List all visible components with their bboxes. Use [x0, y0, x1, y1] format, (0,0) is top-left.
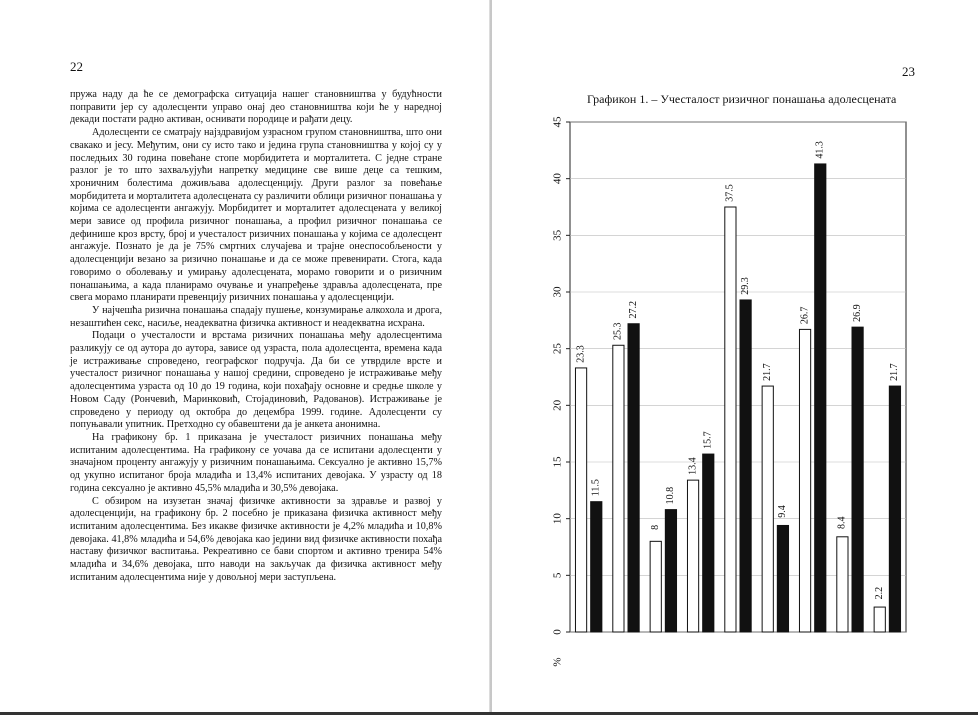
bar-young-men	[777, 525, 788, 632]
paragraph: На графикону бр. 1 приказана је учесталост ризичних понашања међу испитаним адолесцентима. На графикону се уочава да се испитани адолесценти у значајном проценту ангажују у ризичним понашањима. Сексуално је активно 15,7% од укупно испитаног броја младића и 13,4% испитаних девојака. У узрасту од 18 година сексуално је активно 45,5% младића и 30,5% девојака.	[70, 431, 442, 494]
bar-value-label: 8.4	[836, 516, 848, 530]
bar-young-women	[650, 541, 661, 632]
y-tick-label: 30	[551, 286, 564, 298]
bar-value-label: 25.3	[612, 322, 624, 341]
bar-value-label: 29.3	[739, 277, 751, 295]
y-tick-label: 40	[551, 173, 564, 185]
bar-young-men	[889, 386, 900, 632]
bar-value-label: 11.5	[590, 479, 602, 497]
bar-young-women	[799, 329, 810, 632]
bar-young-women	[575, 368, 586, 632]
bar-young-women	[837, 537, 848, 632]
bar-young-women	[874, 607, 885, 632]
bar-value-label: 26.9	[851, 304, 863, 322]
paragraph: У најчешћа ризична понашања спадају пушење, конзумирање алкохола и дрога, незаштићен секс, насиље, неадекватна физичка активност и неадекватна исхрана.	[70, 304, 442, 329]
y-tick-label: 35	[551, 229, 564, 241]
risk-behavior-chart	[522, 112, 942, 682]
page-number-left: 22	[70, 59, 83, 74]
bar-value-label: 13.4	[687, 457, 699, 475]
bar-young-women	[613, 345, 624, 632]
bar-value-label: 37.5	[724, 184, 736, 202]
bar-value-label: 10.8	[665, 486, 677, 505]
bar-value-label: 21.7	[889, 363, 901, 381]
right-page	[492, 0, 978, 715]
paragraph: пружа наду да ће се демографска ситуација нашег становништва у будућности поправити јер су адолесценти управо онај део становништва који ће у наредној декади постати радно активан, оснивати породице и рађати децу.	[70, 89, 442, 126]
paragraph: Подаци о учесталости и врстама ризичних понашања међу адолесцентима разликују се од аутора до аутора, зависе од узраста, пола адолесцента, времена када је истраживање спроведено, географског подручја. Да би се утврдиле врсте и учесталост ризичног понашања у нашој средини, спроведено је истраживање међу адолесцентима узраста од 10 до 19 година, који похађају основне и средње школе у Новом Саду (Рончевић, Маринковић, Стојадиновић, Радованов). Истраживање је спроведено у периоду од октобра до децембра 1999. године. Адолесценти су попуњавали упитник. Претходно су обавештени да је анкета анонимна.	[70, 330, 442, 431]
bar-young-women	[762, 386, 773, 632]
bar-young-men	[591, 502, 602, 632]
paragraph: С обзиром на изузетан значај физичке активности за здравље и развој у адолесценцији, на графикону бр. 2 посебно је приказана физичка активност међу испитаним адолесцентима. Без икакве физичке активности је 4,2% младића и 10,8% девојака. 41,8% младића и 54,6% девојака као једини вид физичке активности похађа наставу физичког васпитања. Рекреативно се бави спортом и активно тренира 54% младића и 34,6% девојака, што наводи на закључак да физичка активност међу испитаним адолесцентима није у довољној мери заступљена.	[70, 495, 442, 583]
bar-young-women	[687, 480, 698, 632]
y-tick-label: 20	[551, 399, 564, 411]
y-tick-label: 10	[551, 513, 564, 525]
bar-value-label: 23.3	[575, 345, 587, 363]
paragraph: Адолесценти се сматрају најздравијом узрасном групом становништва, што они свакако и јесу. Међутим, они су исто тако и једина група становништва у којој су у последњих 30 година повећане стопе морбидитета и морталитета. С једне стране разлог је то што захваљујући напретку медицине све више деце са тешким, хроничним болестима доживљава адолесценцију. Други разлог за повећање морбидитета и морталитета адолесцената су различити облици ризичног понашања у којима се адолесценти ангажују. Морбидитет и морталитет адолесцената у великој мери зависе од профила ризичног понашања, а профил ризичног понашања се дефинише кроз врсту, број и учесталост ризичних понашања у којима се адолесцент ангажује. Познато је да је 75% смртних случајева и трајне онеспособљености у адолесценцији везано за ризично понашање и да се може превенирати. Стога, када говоримо о оболевању и умирању адолесцената, морамо говорити и о ризичним понашањима, а када планирамо очување и унапређење здравља адолесцената, пре свега морамо планирати превенцију ризичних понашања у адолесценцији.	[70, 127, 442, 304]
y-tick-label: 0	[551, 629, 564, 635]
bar-value-label: 9.4	[777, 505, 789, 518]
bar-young-men	[740, 300, 751, 632]
y-tick-label: 5	[551, 572, 564, 579]
bar-value-label: 8	[650, 524, 662, 530]
y-tick-label: 25	[551, 343, 564, 355]
bar-young-men	[703, 454, 714, 632]
bar-value-label: 26.7	[799, 306, 811, 325]
bar-young-men	[815, 164, 826, 632]
y-tick-label: 45	[551, 116, 564, 128]
bar-value-label: 27.2	[627, 300, 639, 319]
bar-young-men	[665, 510, 676, 632]
bar-young-women	[725, 207, 736, 632]
chart-title: Графикон 1. – Учесталост ризичног понашања адолесцената	[587, 92, 897, 106]
bar-young-men	[852, 327, 863, 632]
y-axis-label: %	[551, 657, 564, 667]
bar-value-label: 21.7	[762, 363, 774, 381]
bar-value-label: 41.3	[814, 141, 826, 159]
bar-value-label: 2.2	[874, 586, 886, 600]
bar-young-men	[628, 324, 639, 632]
y-tick-label: 15	[551, 456, 564, 468]
body-text	[70, 89, 442, 584]
page-number-right: 23	[902, 64, 915, 79]
bar-value-label: 15.7	[702, 431, 714, 449]
